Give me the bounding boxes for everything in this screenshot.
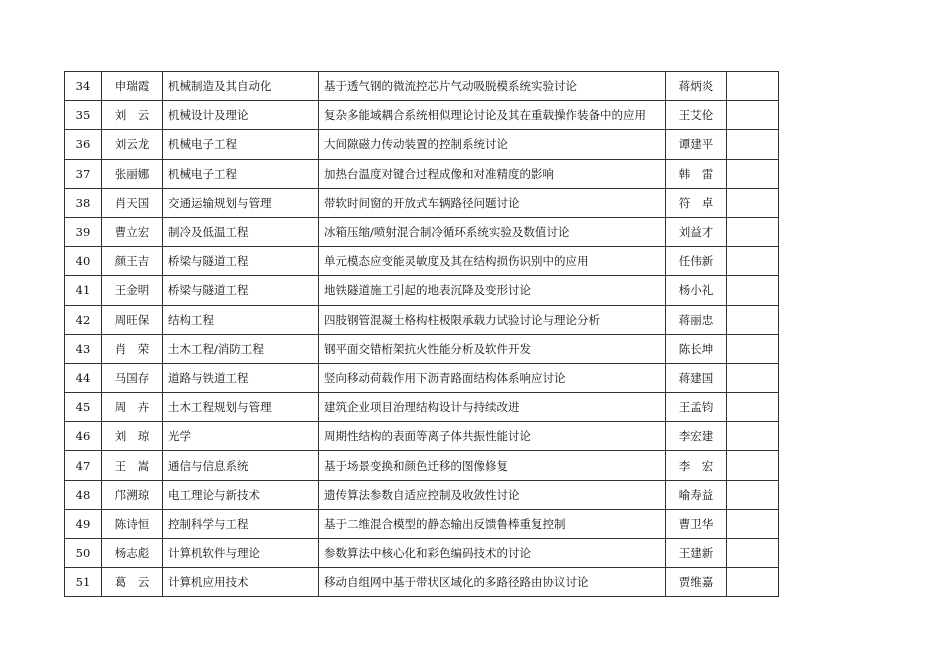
table-row: [65, 480, 779, 509]
row-number: 47: [65, 451, 102, 480]
major-name: 控制科学与工程: [163, 509, 319, 538]
major-name: 土木工程/消防工程: [163, 334, 319, 363]
note-cell: [727, 247, 779, 276]
student-name: 葛 云: [102, 568, 163, 597]
table-row: [65, 305, 779, 334]
advisor-name: 王建新: [666, 539, 727, 568]
advisor-name: 王艾伦: [666, 101, 727, 130]
table-row: [65, 217, 779, 246]
thesis-title: 建筑企业项目治理结构设计与持续改进: [319, 393, 666, 422]
major-name: 计算机软件与理论: [163, 539, 319, 568]
major-name: 机械制造及其自动化: [163, 72, 319, 101]
table-row: [65, 451, 779, 480]
table-row: [65, 393, 779, 422]
thesis-title: 移动自组网中基于带状区域化的多路径路由协议讨论: [319, 568, 666, 597]
advisor-name: 任伟新: [666, 247, 727, 276]
student-name: 颜王吉: [102, 247, 163, 276]
major-name: 电工理论与新技术: [163, 480, 319, 509]
major-name: 计算机应用技术: [163, 568, 319, 597]
thesis-title: 基于场景变换和颜色迁移的图像修复: [319, 451, 666, 480]
advisor-name: 杨小礼: [666, 276, 727, 305]
table-row: [65, 188, 779, 217]
row-number: 39: [65, 217, 102, 246]
row-number: 41: [65, 276, 102, 305]
major-name: 桥梁与隧道工程: [163, 276, 319, 305]
note-cell: [727, 509, 779, 538]
major-name: 机械设计及理论: [163, 101, 319, 130]
student-name: 王金明: [102, 276, 163, 305]
student-name: 王 嵩: [102, 451, 163, 480]
row-number: 51: [65, 568, 102, 597]
note-cell: [727, 334, 779, 363]
row-number: 38: [65, 188, 102, 217]
thesis-title: 基于二维混合模型的静态输出反馈鲁棒重复控制: [319, 509, 666, 538]
table-row: [65, 509, 779, 538]
row-number: 35: [65, 101, 102, 130]
student-name: 马国存: [102, 363, 163, 392]
thesis-title: 大间隙磁力传动装置的控制系统讨论: [319, 130, 666, 159]
row-number: 46: [65, 422, 102, 451]
student-name: 周旺保: [102, 305, 163, 334]
row-number: 50: [65, 539, 102, 568]
thesis-title: 地铁隧道施工引起的地表沉降及变形讨论: [319, 276, 666, 305]
table-body: [65, 72, 779, 597]
advisor-name: 喻寿益: [666, 480, 727, 509]
note-cell: [727, 480, 779, 509]
thesis-title: 复杂多能域耦合系统相似理论讨论及其在重载操作装备中的应用: [319, 101, 666, 130]
note-cell: [727, 539, 779, 568]
note-cell: [727, 72, 779, 101]
student-name: 刘云龙: [102, 130, 163, 159]
advisor-name: 蒋炳炎: [666, 72, 727, 101]
note-cell: [727, 101, 779, 130]
row-number: 34: [65, 72, 102, 101]
major-name: 制冷及低温工程: [163, 217, 319, 246]
thesis-title: 参数算法中核心化和彩色编码技术的讨论: [319, 539, 666, 568]
row-number: 43: [65, 334, 102, 363]
note-cell: [727, 188, 779, 217]
note-cell: [727, 276, 779, 305]
student-name: 刘 琼: [102, 422, 163, 451]
table-row: [65, 276, 779, 305]
note-cell: [727, 568, 779, 597]
advisor-name: 李宏建: [666, 422, 727, 451]
major-name: 机械电子工程: [163, 159, 319, 188]
thesis-title: 遗传算法参数自适应控制及收敛性讨论: [319, 480, 666, 509]
note-cell: [727, 305, 779, 334]
note-cell: [727, 451, 779, 480]
student-name: 陈诗恒: [102, 509, 163, 538]
note-cell: [727, 363, 779, 392]
table-row: [65, 72, 779, 101]
advisor-name: 韩 雷: [666, 159, 727, 188]
row-number: 49: [65, 509, 102, 538]
row-number: 48: [65, 480, 102, 509]
table-row: [65, 334, 779, 363]
advisor-name: 贾维嘉: [666, 568, 727, 597]
table-row: [65, 159, 779, 188]
student-name: 张丽娜: [102, 159, 163, 188]
note-cell: [727, 393, 779, 422]
advisor-name: 曹卫华: [666, 509, 727, 538]
advisor-name: 刘益才: [666, 217, 727, 246]
thesis-title: 加热台温度对键合过程成像和对准精度的影响: [319, 159, 666, 188]
student-name: 周 卉: [102, 393, 163, 422]
thesis-title: 冰箱压缩/喷射混合制冷循环系统实验及数值讨论: [319, 217, 666, 246]
student-name: 邝溯琼: [102, 480, 163, 509]
table-row: [65, 247, 779, 276]
table-row: [65, 101, 779, 130]
row-number: 45: [65, 393, 102, 422]
table-row: [65, 568, 779, 597]
student-name: 肖天国: [102, 188, 163, 217]
note-cell: [727, 159, 779, 188]
advisor-name: 李 宏: [666, 451, 727, 480]
major-name: 光学: [163, 422, 319, 451]
table-row: [65, 539, 779, 568]
student-name: 申瑞霞: [102, 72, 163, 101]
major-name: 机械电子工程: [163, 130, 319, 159]
advisor-name: 蒋建国: [666, 363, 727, 392]
advisor-name: 王孟钧: [666, 393, 727, 422]
advisor-name: 陈长坤: [666, 334, 727, 363]
student-name: 肖 荣: [102, 334, 163, 363]
note-cell: [727, 217, 779, 246]
note-cell: [727, 130, 779, 159]
thesis-roster-table: [64, 71, 779, 597]
thesis-title: 钢平面交错桁架抗火性能分析及软件开发: [319, 334, 666, 363]
row-number: 37: [65, 159, 102, 188]
advisor-name: 符 卓: [666, 188, 727, 217]
student-name: 杨志彪: [102, 539, 163, 568]
table-row: [65, 130, 779, 159]
thesis-title: 单元模态应变能灵敏度及其在结构损伤识别中的应用: [319, 247, 666, 276]
major-name: 交通运输规划与管理: [163, 188, 319, 217]
note-cell: [727, 422, 779, 451]
student-name: 曹立宏: [102, 217, 163, 246]
table-row: [65, 363, 779, 392]
advisor-name: 谭建平: [666, 130, 727, 159]
table-row: [65, 422, 779, 451]
major-name: 桥梁与隧道工程: [163, 247, 319, 276]
major-name: 土木工程规划与管理: [163, 393, 319, 422]
advisor-name: 蒋丽忠: [666, 305, 727, 334]
student-name: 刘 云: [102, 101, 163, 130]
major-name: 道路与铁道工程: [163, 363, 319, 392]
major-name: 通信与信息系统: [163, 451, 319, 480]
thesis-title: 竖向移动荷载作用下沥青路面结构体系响应讨论: [319, 363, 666, 392]
thesis-title: 带软时间窗的开放式车辆路径问题讨论: [319, 188, 666, 217]
row-number: 40: [65, 247, 102, 276]
thesis-title: 周期性结构的表面等离子体共振性能讨论: [319, 422, 666, 451]
row-number: 44: [65, 363, 102, 392]
major-name: 结构工程: [163, 305, 319, 334]
thesis-title: 四肢钢管混凝土格构柱极限承载力试验讨论与理论分析: [319, 305, 666, 334]
thesis-title: 基于透气钢的微流控芯片气动吸脱模系统实验讨论: [319, 72, 666, 101]
row-number: 42: [65, 305, 102, 334]
row-number: 36: [65, 130, 102, 159]
